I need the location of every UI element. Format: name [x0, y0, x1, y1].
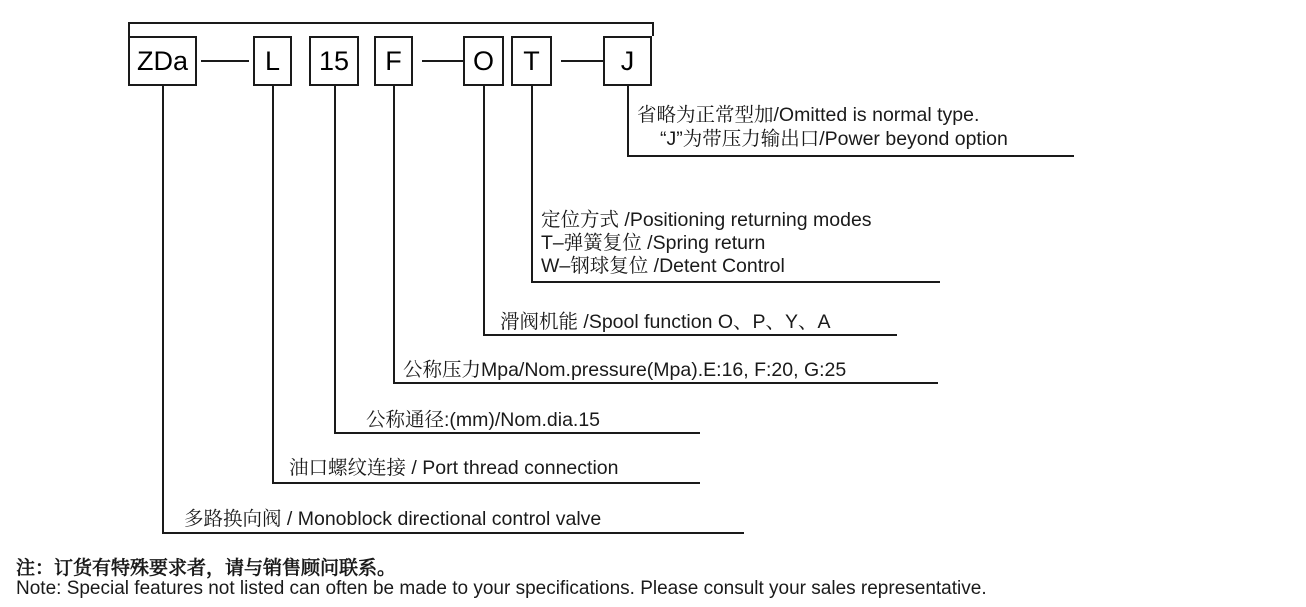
- separator-dash-2: [422, 60, 464, 62]
- leader-vline-diameter: [334, 86, 336, 433]
- leader-hline-option: [627, 155, 1074, 157]
- description-valve-type: 多路换向阀 / Monoblock directional control valve: [184, 508, 602, 530]
- code-box-f[interactable]: F: [374, 36, 413, 86]
- description-positioning-line2: T–弹簧复位 /Spring return: [541, 232, 766, 254]
- description-option-line2: “J”为带压力输出口/Power beyond option: [660, 128, 1008, 150]
- description-spool-function: 滑阀机能 /Spool function O、P、Y、A: [500, 311, 831, 333]
- leader-vline-pressure: [393, 86, 395, 383]
- description-positioning-line1: 定位方式 /Positioning returning modes: [541, 209, 872, 231]
- leader-vline-spool: [483, 86, 485, 335]
- code-box-t[interactable]: T: [511, 36, 552, 86]
- note-english: Note: Special features not listed can often be made to your specifications. Please consult your sales representative.: [16, 578, 987, 599]
- top-stub-1: [128, 22, 130, 36]
- code-box-j[interactable]: J: [603, 36, 652, 86]
- leader-hline-valve: [162, 532, 744, 534]
- leader-hline-pressure: [393, 382, 938, 384]
- leader-hline-spool: [483, 334, 897, 336]
- description-option-line1: 省略为正常型加/Omitted is normal type.: [637, 104, 980, 126]
- leader-vline-valve: [162, 86, 164, 533]
- top-stub-2: [652, 22, 654, 36]
- leader-vline-positioning: [531, 86, 533, 282]
- description-port-thread: 油口螺纹连接 / Port thread connection: [289, 457, 619, 479]
- leader-vline-port: [272, 86, 274, 483]
- description-nominal-pressure: 公称压力Mpa/Nom.pressure(Mpa).E:16, F:20, G:25: [403, 359, 847, 381]
- description-nominal-diameter: 公称通径:(mm)/Nom.dia.15: [366, 409, 601, 431]
- code-box-15[interactable]: 15: [309, 36, 359, 86]
- description-positioning-line3: W–钢球复位 /Detent Control: [541, 255, 785, 277]
- top-rule: [128, 22, 654, 24]
- code-box-zda[interactable]: ZDa: [128, 36, 197, 86]
- leader-hline-diameter: [334, 432, 700, 434]
- separator-dash-1: [201, 60, 249, 62]
- separator-dash-3: [561, 60, 603, 62]
- leader-vline-option: [627, 86, 629, 156]
- leader-hline-port: [272, 482, 700, 484]
- code-box-l[interactable]: L: [253, 36, 292, 86]
- note-chinese: 注：订货有特殊要求者，请与销售顾问联系。: [16, 558, 397, 579]
- code-box-o[interactable]: O: [463, 36, 504, 86]
- leader-hline-positioning: [531, 281, 940, 283]
